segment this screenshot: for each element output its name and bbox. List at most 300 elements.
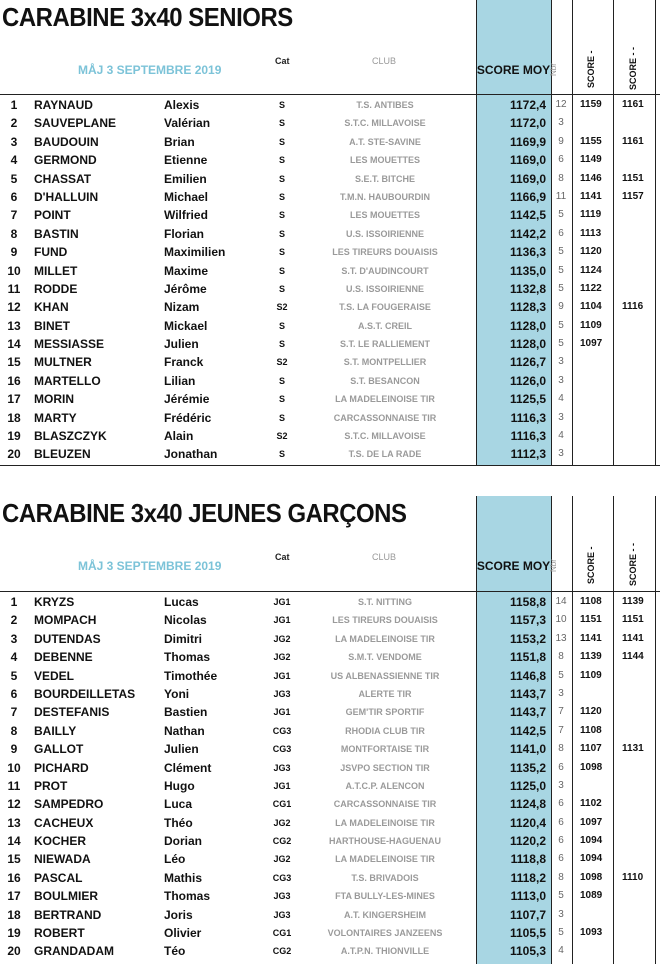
score-moy-cell: 1126,7: [509, 355, 546, 370]
first-name-cell: Téo: [164, 944, 186, 959]
nbr-cell: 6: [558, 835, 564, 847]
last-name-cell: BAUDOUIN: [34, 134, 99, 149]
club-cell: S.T.C. MILLAVOISE: [344, 118, 426, 129]
first-name-cell: Florian: [164, 226, 205, 241]
last-name-cell: PICHARD: [34, 760, 89, 775]
category-cell: CG3: [272, 744, 292, 755]
nbr-cell: 8: [558, 172, 564, 184]
club-cell: LES MOUETTES: [349, 155, 420, 166]
score-moy-cell: 1153,2: [509, 631, 546, 646]
score-1-cell: 1122: [580, 282, 602, 294]
first-name-cell: Hugo: [164, 778, 195, 793]
rank-cell: 13: [7, 815, 21, 830]
last-name-cell: BINET: [34, 318, 70, 333]
score-1-cell: 1093: [580, 927, 603, 939]
ranking-table: [0, 593, 660, 961]
nbr-cell: 8: [558, 871, 564, 883]
category-cell: S2: [276, 357, 288, 368]
score-moy-cell: 1143,7: [509, 686, 546, 701]
score-moy-cell: 1135,2: [509, 760, 546, 775]
last-name-cell: GALLOT: [34, 742, 84, 757]
score-moy-cell: 1136,3: [509, 245, 546, 260]
table-row: [0, 335, 660, 353]
category-cell: S: [278, 375, 285, 386]
club-cell: VOLONTAIRES JANZEENS: [327, 928, 443, 939]
table-row: [0, 151, 660, 169]
score-1-cell: 1104: [580, 301, 602, 313]
nbr-cell: 7: [558, 724, 564, 736]
seniors-section: [0, 0, 660, 466]
header-club: CLUB: [372, 552, 397, 562]
first-name-cell: Alexis: [164, 98, 200, 112]
last-name-cell: CACHEUX: [34, 815, 94, 830]
score-2-cell: 1141: [622, 632, 644, 644]
category-cell: JG3: [273, 688, 291, 699]
table-row: [0, 869, 660, 887]
category-cell: JG1: [273, 597, 291, 607]
club-cell: U.S. ISSOIRIENNE: [345, 283, 425, 294]
category-cell: S2: [276, 302, 288, 313]
score-moy-cell: 1113,0: [510, 889, 546, 904]
first-name-cell: Jérémie: [164, 392, 210, 407]
nbr-cell: 4: [558, 393, 564, 405]
section-title: CARABINE 3x40 SENIORS: [2, 2, 293, 32]
last-name-cell: RODDE: [34, 281, 78, 296]
nbr-cell: 3: [558, 779, 564, 791]
last-name-cell: MARTELLO: [34, 373, 101, 388]
table-row: [0, 795, 660, 813]
rank-cell: 5: [10, 171, 18, 186]
score-moy-cell: 1126,0: [509, 373, 546, 388]
rank-cell: 12: [7, 300, 21, 315]
category-cell: JG3: [273, 909, 291, 920]
nbr-cell: 6: [558, 853, 564, 865]
table-row: [0, 759, 660, 777]
nbr-cell: 9: [558, 135, 564, 147]
score-1-cell: 1098: [580, 761, 603, 773]
nbr-cell: 5: [558, 927, 564, 939]
category-cell: CG1: [272, 928, 292, 939]
first-name-cell: Nizam: [164, 300, 200, 315]
nbr-cell: 5: [558, 319, 564, 331]
rank-cell: 15: [7, 852, 21, 867]
last-name-cell: GERMOND: [34, 153, 97, 168]
category-cell: JG1: [273, 670, 291, 681]
score-moy-cell: 1166,9: [509, 189, 546, 204]
nbr-cell: 6: [558, 816, 564, 828]
table-row: [0, 685, 660, 703]
table-row: [0, 887, 660, 905]
score-moy-cell: 1142,5: [509, 208, 546, 223]
score-1-cell: 1120: [580, 246, 602, 258]
club-cell: S.T. MONTPELLIER: [343, 357, 427, 368]
score-moy-cell: 1158,8: [509, 595, 546, 609]
rank-cell: 10: [7, 760, 21, 775]
club-cell: CARCASSONNAISE TIR: [333, 799, 437, 810]
last-name-cell: VEDEL: [34, 668, 75, 683]
jeunes-garcons-section: [0, 496, 660, 964]
header-rule: [0, 591, 660, 592]
last-name-cell: D'HALLUIN: [34, 189, 99, 204]
score-moy-cell: 1116,3: [510, 410, 546, 425]
first-name-cell: Alain: [164, 429, 194, 444]
nbr-cell: 9: [558, 301, 564, 313]
score-1-cell: 1151: [580, 614, 602, 626]
score-moy-cell: 1105,3: [509, 944, 546, 959]
first-name-cell: Julien: [164, 337, 199, 352]
first-name-cell: Timothée: [164, 668, 218, 683]
score-1-cell: 1141: [580, 632, 602, 644]
score-moy-cell: 1120,4: [509, 815, 546, 830]
category-cell: CG2: [272, 946, 292, 957]
first-name-cell: Brian: [164, 134, 195, 149]
table-row: [0, 206, 660, 224]
score-1-cell: 1113: [580, 227, 602, 239]
category-cell: S: [278, 412, 285, 423]
rank-cell: 1: [10, 595, 18, 609]
score-1-cell: 1109: [580, 319, 602, 331]
table-row: [0, 722, 660, 740]
club-cell: US ALBENASSIENNE TIR: [330, 670, 440, 681]
nbr-cell: 3: [558, 448, 564, 460]
club-cell: JSVPO SECTION TIR: [340, 762, 430, 773]
nbr-cell: 6: [558, 154, 564, 166]
header-score-moy: SCORE MOY: [476, 559, 551, 573]
first-name-cell: Mickael: [164, 318, 208, 333]
category-cell: JG3: [273, 762, 291, 773]
nbr-cell: 6: [558, 227, 564, 239]
score-1-cell: 1159: [580, 99, 602, 110]
club-cell: CARCASSONNAISE TIR: [333, 412, 437, 423]
nbr-cell: 13: [555, 632, 567, 644]
nbr-cell: 4: [558, 945, 564, 957]
category-cell: S: [278, 339, 285, 350]
score-moy-cell: 1125,0: [509, 778, 546, 793]
table-row: [0, 850, 660, 868]
score-2-cell: 1131: [622, 743, 644, 755]
club-cell: T.S. ANTIBES: [356, 100, 414, 110]
last-name-cell: DEBENNE: [34, 650, 93, 665]
nbr-cell: 6: [558, 798, 564, 810]
last-name-cell: BAILLY: [34, 723, 77, 738]
nbr-cell: 14: [555, 596, 567, 607]
header-nbr: Nbr: [549, 559, 558, 572]
table-row: [0, 133, 660, 151]
rank-cell: 10: [7, 263, 21, 278]
score-moy-cell: 1107,7: [509, 907, 546, 922]
nbr-cell: 5: [558, 282, 564, 294]
rank-cell: 1: [10, 98, 18, 112]
first-name-cell: Dimitri: [164, 631, 203, 646]
category-cell: S2: [276, 431, 288, 442]
table-row: [0, 317, 660, 335]
nbr-cell: 4: [558, 430, 564, 442]
club-cell: LES TIREURS DOUAISIS: [332, 247, 438, 258]
club-cell: MONTFORTAISE TIR: [340, 744, 430, 755]
category-cell: S: [278, 100, 285, 110]
first-name-cell: Luca: [164, 797, 193, 812]
rank-cell: 2: [10, 116, 18, 131]
rank-cell: 9: [10, 742, 18, 757]
category-cell: S: [278, 191, 285, 202]
club-cell: T.S. BRIVADOIS: [351, 872, 419, 883]
category-cell: S: [278, 283, 285, 294]
header-club: CLUB: [372, 56, 397, 66]
table-row: [0, 593, 660, 611]
score-moy-cell: 1118,2: [510, 870, 546, 885]
score-moy-cell: 1142,2: [509, 226, 546, 241]
score-1-cell: 1146: [580, 172, 602, 184]
rank-cell: 8: [10, 226, 18, 241]
score-moy-cell: 1132,8: [509, 281, 546, 296]
last-name-cell: CHASSAT: [34, 171, 92, 186]
first-name-cell: Maximilien: [164, 245, 226, 260]
score-moy-cell: 1157,3: [509, 613, 546, 628]
score-1-cell: 1089: [580, 890, 603, 902]
header-nbr: Nbr: [549, 63, 558, 76]
table-row: [0, 703, 660, 721]
last-name-cell: SAMPEDRO: [34, 797, 104, 812]
score-1-cell: 1119: [580, 209, 602, 221]
club-cell: S.T. D'AUDINCOURT: [341, 265, 429, 276]
score-moy-cell: 1105,5: [509, 926, 546, 941]
score-moy-cell: 1135,0: [509, 263, 546, 278]
last-name-cell: MILLET: [34, 263, 78, 278]
rank-cell: 7: [10, 208, 18, 223]
category-cell: JG2: [273, 817, 291, 828]
rank-cell: 8: [10, 723, 18, 738]
rank-cell: 16: [7, 373, 21, 388]
club-cell: T.M.N. HAUBOURDIN: [340, 191, 430, 202]
score-1-cell: 1107: [580, 743, 602, 755]
last-name-cell: MESSIASSE: [34, 337, 105, 352]
nbr-cell: 6: [558, 761, 564, 773]
club-cell: LA MADELEINOISE TIR: [335, 854, 435, 865]
category-cell: CG3: [272, 872, 292, 883]
nbr-cell: 5: [558, 209, 564, 221]
rank-cell: 19: [7, 926, 21, 941]
rank-cell: 16: [7, 870, 21, 885]
club-cell: A.T.C.P. ALENCON: [345, 780, 425, 791]
header-score-2: SCORE - -: [628, 542, 638, 586]
score-2-cell: 1144: [622, 651, 644, 663]
score-moy-cell: 1172,4: [509, 98, 546, 112]
rank-cell: 12: [7, 797, 21, 812]
category-cell: JG1: [273, 615, 291, 626]
score-1-cell: 1097: [580, 816, 603, 828]
rank-cell: 3: [10, 631, 18, 646]
score-1-cell: 1108: [580, 724, 602, 736]
score-moy-cell: 1124,8: [509, 797, 546, 812]
table-row: [0, 924, 660, 942]
nbr-cell: 5: [558, 669, 564, 681]
category-cell: JG2: [273, 633, 291, 644]
first-name-cell: Frédéric: [164, 410, 212, 425]
score-1-cell: 1120: [580, 706, 602, 718]
table-row: [0, 630, 660, 648]
first-name-cell: Jérôme: [164, 281, 207, 296]
first-name-cell: Thomas: [164, 650, 211, 665]
first-name-cell: Joris: [164, 907, 193, 922]
rank-cell: 11: [7, 778, 21, 793]
nbr-cell: 3: [558, 374, 564, 386]
header-score-moy: SCORE MOY: [476, 63, 551, 77]
first-name-cell: Léo: [164, 852, 186, 867]
rank-cell: 19: [7, 429, 21, 444]
first-name-cell: Valérian: [164, 116, 211, 131]
club-cell: S.T. BESANCON: [350, 375, 420, 386]
table-row: [0, 298, 660, 316]
rank-cell: 20: [7, 447, 21, 462]
last-name-cell: NIEWADA: [34, 852, 91, 867]
category-cell: S: [278, 320, 285, 331]
first-name-cell: Lilian: [164, 373, 196, 388]
score-2-cell: 1161: [622, 135, 644, 147]
last-name-cell: SAUVEPLANE: [34, 116, 117, 131]
update-date: MÅJ 3 SEPTEMBRE 2019: [78, 63, 222, 77]
club-cell: ALERTE TIR: [358, 688, 412, 699]
score-moy-cell: 1128,3: [509, 300, 546, 315]
last-name-cell: DESTEFANIS: [34, 705, 110, 720]
last-name-cell: BERTRAND: [34, 907, 102, 922]
score-2-cell: 1151: [622, 614, 644, 626]
rank-cell: 6: [10, 686, 18, 701]
table-row: [0, 390, 660, 408]
table-row: [0, 225, 660, 243]
table-row: [0, 114, 660, 132]
score-moy-cell: 1146,8: [509, 668, 546, 683]
ranking-table: [0, 96, 660, 464]
rank-cell: 5: [10, 668, 18, 683]
score-2-cell: 1139: [622, 596, 644, 607]
category-cell: S: [278, 118, 285, 129]
last-name-cell: BOULMIER: [34, 889, 98, 904]
club-cell: GEM'TIR SPORTIF: [345, 707, 425, 718]
last-name-cell: KHAN: [34, 300, 69, 315]
score-1-cell: 1109: [580, 669, 602, 681]
club-cell: LES TIREURS DOUAISIS: [332, 615, 438, 626]
last-name-cell: ROBERT: [34, 926, 85, 941]
table-row: [0, 262, 660, 280]
club-cell: S.E.T. BITCHE: [354, 173, 415, 184]
club-cell: A.T.P.N. THIONVILLE: [340, 946, 430, 957]
category-cell: S: [278, 228, 285, 239]
last-name-cell: RAYNAUD: [34, 98, 93, 112]
rank-cell: 2: [10, 613, 18, 628]
rank-cell: 17: [7, 392, 21, 407]
table-row: [0, 353, 660, 371]
category-cell: S: [278, 247, 285, 258]
first-name-cell: Nicolas: [164, 613, 207, 628]
club-cell: T.S. DE LA RADE: [348, 449, 422, 460]
club-cell: T.S. LA FOUGERAISE: [339, 302, 431, 313]
rank-cell: 11: [7, 281, 21, 296]
last-name-cell: BLASZCZYK: [34, 429, 107, 444]
first-name-cell: Clément: [164, 760, 212, 775]
first-name-cell: Maxime: [164, 263, 209, 278]
club-cell: S.M.T. VENDOME: [348, 652, 422, 663]
nbr-cell: 5: [558, 246, 564, 258]
club-cell: LA MADELEINOISE TIR: [335, 817, 435, 828]
table-row: [0, 188, 660, 206]
nbr-cell: 3: [558, 117, 564, 129]
score-1-cell: 1124: [580, 264, 602, 276]
nbr-cell: 8: [558, 651, 564, 663]
score-1-cell: 1098: [580, 871, 603, 883]
table-row: [0, 427, 660, 445]
first-name-cell: Wilfried: [164, 208, 208, 223]
club-cell: A.T. STE-SAVINE: [349, 136, 421, 147]
score-2-cell: 1161: [622, 99, 644, 110]
last-name-cell: PROT: [34, 778, 68, 793]
header-rule: [0, 94, 660, 95]
category-cell: JG3: [273, 891, 291, 902]
first-name-cell: Michael: [164, 189, 209, 204]
rank-cell: 3: [10, 134, 18, 149]
club-cell: A.T. KINGERSHEIM: [343, 909, 426, 920]
score-1-cell: 1108: [580, 596, 602, 607]
club-cell: A.S.T. CREIL: [357, 320, 412, 331]
table-row: [0, 777, 660, 795]
score-1-cell: 1102: [580, 798, 602, 810]
header-score-1: SCORE -: [586, 546, 596, 584]
last-name-cell: GRANDADAM: [34, 944, 114, 959]
category-cell: S: [278, 210, 285, 221]
score-moy-cell: 1128,0: [509, 318, 546, 333]
header-score-2: SCORE - -: [628, 46, 638, 90]
nbr-cell: 7: [558, 706, 564, 718]
last-name-cell: BASTIN: [34, 226, 79, 241]
rank-cell: 9: [10, 245, 18, 260]
nbr-cell: 12: [555, 99, 567, 110]
club-cell: LA MADELEINOISE TIR: [335, 633, 435, 644]
club-cell: S.T. LE RALLIEMENT: [340, 339, 430, 350]
last-name-cell: POINT: [34, 208, 71, 223]
nbr-cell: 3: [558, 908, 564, 920]
first-name-cell: Olivier: [164, 926, 202, 941]
category-cell: S: [278, 265, 285, 276]
nbr-cell: 8: [558, 743, 564, 755]
bottom-rule: [0, 465, 660, 466]
table-row: [0, 942, 660, 960]
score-1-cell: 1155: [580, 135, 602, 147]
nbr-cell: 3: [558, 411, 564, 423]
last-name-cell: MARTY: [34, 410, 77, 425]
score-2-cell: 1157: [622, 190, 644, 202]
first-name-cell: Lucas: [164, 595, 199, 609]
last-name-cell: PASCAL: [34, 870, 83, 885]
table-row: [0, 740, 660, 758]
table-row: [0, 445, 660, 463]
nbr-cell: 5: [558, 264, 564, 276]
first-name-cell: Julien: [164, 742, 199, 757]
score-moy-cell: 1169,0: [509, 171, 546, 186]
nbr-cell: 5: [558, 890, 564, 902]
score-moy-cell: 1125,5: [509, 392, 546, 407]
score-moy-cell: 1143,7: [509, 705, 546, 720]
rank-cell: 20: [7, 944, 21, 959]
category-cell: JG1: [273, 707, 291, 718]
first-name-cell: Bastien: [164, 705, 208, 720]
first-name-cell: Nathan: [164, 723, 205, 738]
first-name-cell: Etienne: [164, 153, 208, 168]
first-name-cell: Emilien: [164, 171, 207, 186]
last-name-cell: MORIN: [34, 392, 74, 407]
score-2-cell: 1110: [622, 871, 644, 883]
category-cell: JG2: [273, 854, 291, 865]
last-name-cell: MOMPACH: [34, 613, 97, 628]
score-moy-cell: 1118,8: [510, 852, 546, 867]
